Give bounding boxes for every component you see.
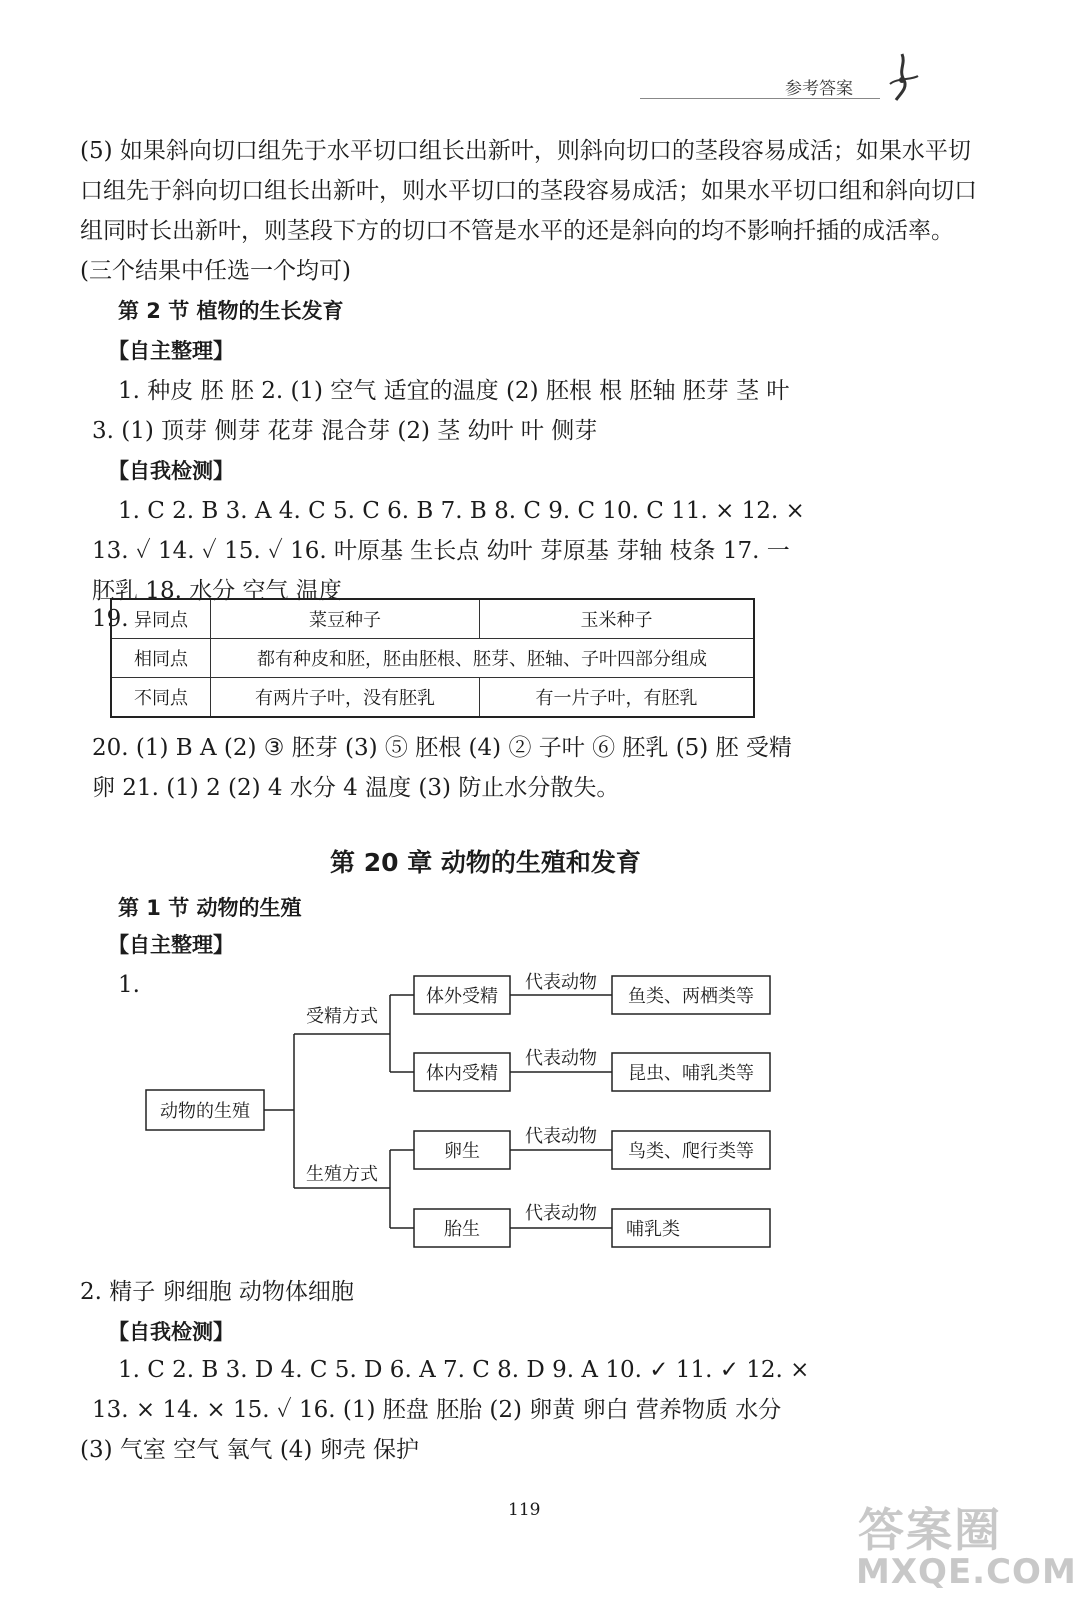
header-label: 参考答案 xyxy=(785,79,853,99)
diagram-example-label: 昆虫、哺乳类等 xyxy=(628,1063,754,1084)
chapter20-zizhu-heading: 【自主整理】 xyxy=(108,933,234,957)
section2-title: 第 2 节 植物的生长发育 xyxy=(118,299,344,323)
page-number: 119 xyxy=(508,1500,541,1520)
watermark-top: 答案圈 xyxy=(858,1503,1002,1557)
table-cell: 都有种皮和胚，胚由胚根、胚芽、胚轴、子叶四部分组成 xyxy=(211,639,755,678)
chapter20-jiance-line3: (3) 气室 空气 氧气 (4) 卵壳 保护 xyxy=(80,1437,420,1463)
table-cell: 有一片子叶，有胚乳 xyxy=(480,678,755,718)
diagram-edge-label: 代表动物 xyxy=(525,1126,597,1147)
diagram-edge-label: 代表动物 xyxy=(525,972,597,993)
q20-line1: 20. (1) B A (2) ③ 胚芽 (3) ⑤ 胚根 (4) ② 子叶 ⑥ 胚乳 (5) 胚 受精 xyxy=(92,735,792,761)
chapter20-item2: 2. 精子 卵细胞 动物体细胞 xyxy=(80,1279,354,1305)
para5-line3: 组同时长出新叶，则茎段下方的切口不管是水平的还是斜向的均不影响扦插的成活率。 xyxy=(80,218,954,244)
diagram-node-label: 卵生 xyxy=(444,1141,480,1162)
section2-jiance-line1: 1. C 2. B 3. A 4. C 5. C 6. B 7. B 8. C 9. C 10. C 11. × 12. × xyxy=(118,498,805,524)
para5-line2: 口组先于斜向切口组长出新叶，则水平切口的茎段容易成活；如果水平切口组和斜向切口 xyxy=(80,178,977,204)
diagram-example-label: 鸟类、爬行类等 xyxy=(628,1141,754,1162)
section2-jiance-line2: 13. ✓ 14. ✓ 15. ✓ 16. 叶原基 生长点 幼叶 芽原基 芽轴 枝条 17. 一 xyxy=(92,538,790,564)
diagram-example-label: 哺乳类 xyxy=(626,1219,680,1240)
diagram-root-label: 动物的生殖 xyxy=(160,1101,250,1122)
watermark-bottom: MXQE.COM xyxy=(856,1552,1077,1592)
section2-zizhu-line1: 1. 种皮 胚 胚 2. (1) 空气 适宜的温度 (2) 胚根 根 胚轴 胚芽 茎 叶 xyxy=(118,378,790,404)
diagram-edge-label: 代表动物 xyxy=(525,1203,597,1224)
table-cell: 有两片子叶，没有胚乳 xyxy=(211,678,480,718)
chapter20-jiance-line2: 13. × 14. × 15. ✓ 16. (1) 胚盘 胚胎 (2) 卵黄 卵白 营养物质 水分 xyxy=(92,1397,782,1423)
chapter20-jiance-line1: 1. C 2. B 3. D 4. C 5. D 6. A 7. C 8. D 9. A 10. ✓ 11. ✓ 12. × xyxy=(118,1357,810,1383)
q20-line2: 卵 21. (1) 2 (2) 4 水分 4 温度 (3) 防止水分散失。 xyxy=(92,775,620,801)
chapter20-section1-title: 第 1 节 动物的生殖 xyxy=(118,896,302,920)
diagram-node-label: 体内受精 xyxy=(426,1063,498,1084)
para5-line1: (5) 如果斜向切口组先于水平切口组长出新叶，则斜向切口的茎段容易成活；如果水平切 xyxy=(80,138,971,164)
section2-zizhu-heading: 【自主整理】 xyxy=(108,339,234,363)
table-header-cell: 菜豆种子 xyxy=(211,599,480,639)
table-cell: 不同点 xyxy=(111,678,211,718)
para5-line4: (三个结果中任选一个均可) xyxy=(80,258,351,284)
chapter20-title: 第 20 章 动物的生殖和发育 xyxy=(330,848,641,877)
diagram-branch-fert-label: 受精方式 xyxy=(306,1006,378,1027)
section2-jiance-heading: 【自我检测】 xyxy=(108,459,234,483)
chapter20-jiance-heading: 【自我检测】 xyxy=(108,1320,234,1344)
table-header-cell: 玉米种子 xyxy=(480,599,755,639)
chapter20-item1-label: 1. xyxy=(118,972,140,998)
diagram-edge-label: 代表动物 xyxy=(525,1048,597,1069)
q19-label: 19. xyxy=(92,606,129,632)
section2-zizhu-line2: 3. (1) 顶芽 侧芽 花芽 混合芽 (2) 茎 幼叶 叶 侧芽 xyxy=(92,418,598,444)
diagram-node-label: 体外受精 xyxy=(426,986,498,1007)
table-cell: 相同点 xyxy=(111,639,211,678)
diagram-node-label: 胎生 xyxy=(444,1219,480,1240)
section2-jiance-line3: 胚乳 18. 水分 空气 温度 xyxy=(92,578,342,604)
diagram-example-label: 鱼类、两栖类等 xyxy=(628,986,754,1007)
table-header-cell: 异同点 xyxy=(111,599,211,639)
diagram-branch-repro-label: 生殖方式 xyxy=(306,1164,378,1185)
